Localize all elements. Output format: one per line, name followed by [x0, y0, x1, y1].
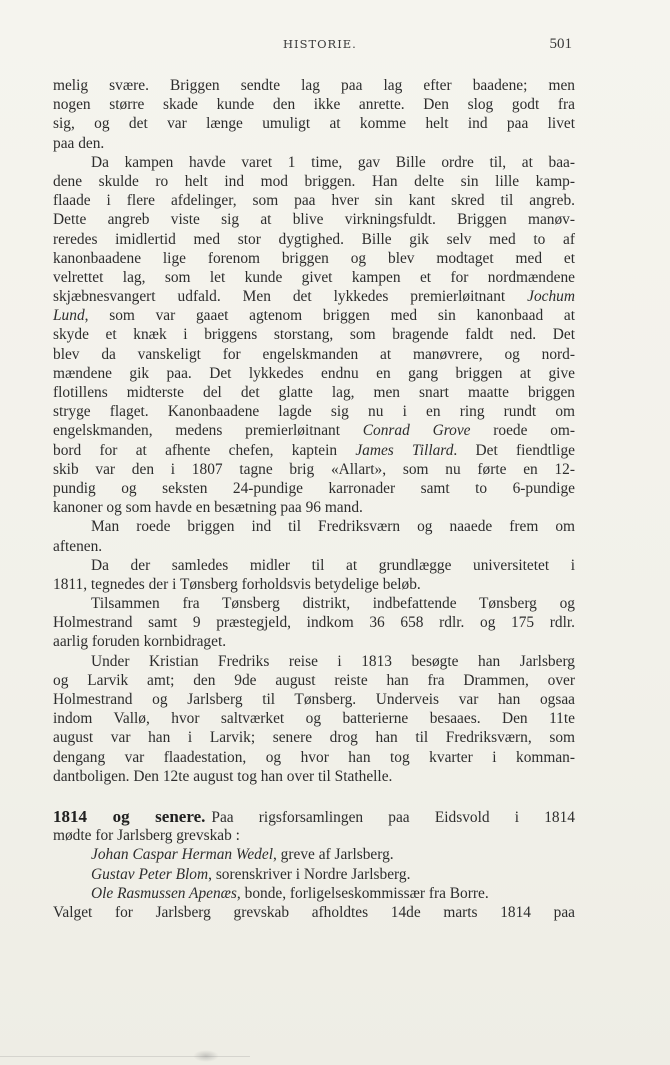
- text-line: bord for at afhente chefen, kaptein James Tillard. Det fiendtlige: [53, 441, 575, 459]
- section-line: Paa rigsforsamlingen paa Eidsvold i 1814: [211, 808, 575, 826]
- text-line: stryge flaget. Kanonbaadene lagde sig nu i en ring rundt om: [53, 403, 575, 421]
- paragraph: [53, 153, 575, 518]
- text-line: skjæbnesvangert udfald. Men det lykkedes premierløitnant Jochum: [53, 288, 575, 306]
- text-line: paa den.: [53, 134, 105, 152]
- representative-role: , greve af Jarlsberg.: [272, 846, 394, 864]
- text-line: kanoner og som havde en besætning paa 96 mand.: [53, 499, 363, 517]
- text-line: Dette angreb viste sig at blive virkningsfuldt. Briggen manøv-: [53, 211, 575, 229]
- representative-role: , sorenskriver i Nordre Jarlsberg.: [208, 865, 411, 883]
- text-line: mændene gik paa. Det lykkedes endnu en gang briggen at give: [53, 364, 575, 382]
- text-line: dengang var flaadestation, og hvor han tog kvarter i komman-: [53, 748, 575, 766]
- text-line: Holmestrand og Jarlsberg til Tønsberg. Underveis var han ogsaa: [53, 691, 575, 708]
- representative-entry: [53, 865, 575, 884]
- text-line: Man roede briggen ind til Fredriksværn og naaede frem om: [91, 518, 575, 536]
- section-heading-line: [53, 807, 575, 826]
- text-line: reredes imidlertid med stor dygtighed. Bille gik selv med to af: [53, 230, 575, 248]
- text-line: velrettet lag, som let kunde givet kampen et for nordmændene: [53, 268, 575, 286]
- text-line: indom Vallø, hvor saltværket og batterierne besaaes. Den 11te: [53, 710, 575, 728]
- body-text: [53, 76, 575, 922]
- paragraph: [53, 652, 575, 786]
- text-line: august var han i Larvik; senere drog han til Fredriksværn, som: [53, 729, 575, 747]
- text-line: pundig og seksten 24-pundige karronader samt to 6-pundige: [53, 479, 575, 497]
- text-line: blev da vanskeligt for engelskmanden at manøvrere, og nord-: [53, 345, 575, 363]
- page-smudge: [193, 1050, 219, 1062]
- italic-name: James Tillard: [355, 441, 454, 459]
- paragraph: [53, 76, 575, 153]
- representative-name: Johan Caspar Herman Wedel: [91, 846, 273, 864]
- text-line: Tilsammen fra Tønsberg distrikt, indbefattende Tønsberg og: [91, 595, 575, 613]
- paragraph: [53, 517, 575, 555]
- text-line: 1811, tegnedes der i Tønsberg forholdsvis betydelige beløb.: [53, 575, 421, 593]
- text-line: sig, og det var længe umuligt at komme helt ind paa livet: [53, 115, 575, 133]
- representative-list: [53, 845, 575, 903]
- text-line: aarlig foruden kornbidraget.: [53, 633, 227, 651]
- running-title: HISTORIE.: [283, 37, 357, 51]
- text-line: flaade i flere afdelinger, som paa hver sin kant skred til angreb.: [53, 192, 575, 210]
- page-header: [0, 37, 670, 57]
- italic-name: Lund: [53, 307, 85, 325]
- paragraphs: [53, 76, 575, 786]
- text-line: Lund, som var gaaet agtenom briggen med sin kanonbaad at: [53, 307, 575, 325]
- text-line: Da der samledes midler til at grundlægge universitetet i: [91, 556, 575, 574]
- page-number: 501: [549, 36, 572, 52]
- italic-name: Conrad Grove: [362, 422, 471, 440]
- text-line: engelskmanden, medens premierløitnant Conrad Grove roede om-: [53, 422, 575, 440]
- paragraph: [53, 594, 575, 652]
- text-line: skyde et knæk i briggens storstang, som bragende faldt ned. Det: [53, 326, 575, 344]
- section-closing-line: Valget for Jarlsberg grevskab afholdtes 14de marts 1814 paa: [53, 903, 575, 921]
- text-line: nogen større skade kunde den ikke anrette. Den slog godt fra: [53, 96, 575, 114]
- text-line: melig svære. Briggen sendte lag paa lag efter baadene; men: [53, 77, 575, 94]
- representative-role: , bonde, forligelseskommissær fra Borre.: [236, 884, 489, 902]
- section-1814: [53, 807, 575, 922]
- text-line: dantboligen. Den 12te august tog han over til Stathelle.: [53, 767, 393, 785]
- text-line: kanonbaadene lige forenom briggen og blev modtaget med et: [53, 249, 575, 267]
- representative-name: Gustav Peter Blom: [91, 865, 209, 883]
- italic-name: Jochum: [527, 288, 575, 306]
- representative-entry: [53, 884, 575, 903]
- text-line: Da kampen havde varet 1 time, gav Bille ordre til, at baa-: [91, 153, 575, 171]
- text-line: dene skulde ro helt ind mod briggen. Han delte sin lille kamp-: [53, 172, 575, 190]
- representative-name: Ole Rasmussen Apenæs: [91, 884, 237, 902]
- text-line: aftenen.: [53, 537, 103, 555]
- section-line: mødte for Jarlsberg grevskab :: [53, 827, 240, 845]
- section-heading: 1814 og senere.: [53, 806, 206, 826]
- text-line: og Larvik amt; den 9de august reiste han fra Drammen, over: [53, 671, 575, 689]
- text-line: Under Kristian Fredriks reise i 1813 besøgte han Jarlsberg: [91, 652, 575, 670]
- text-line: skib var den i 1807 tagne brig «Allart», som nu førte en 12-: [53, 460, 575, 478]
- paragraph: [53, 556, 575, 594]
- text-line: flotillens midterste del det glatte lag, men snart maatte briggen: [53, 384, 575, 401]
- representative-entry: [53, 845, 575, 864]
- text-line: Holmestrand samt 9 præstegjeld, indkom 36 658 rdlr. og 175 rdlr.: [53, 614, 575, 632]
